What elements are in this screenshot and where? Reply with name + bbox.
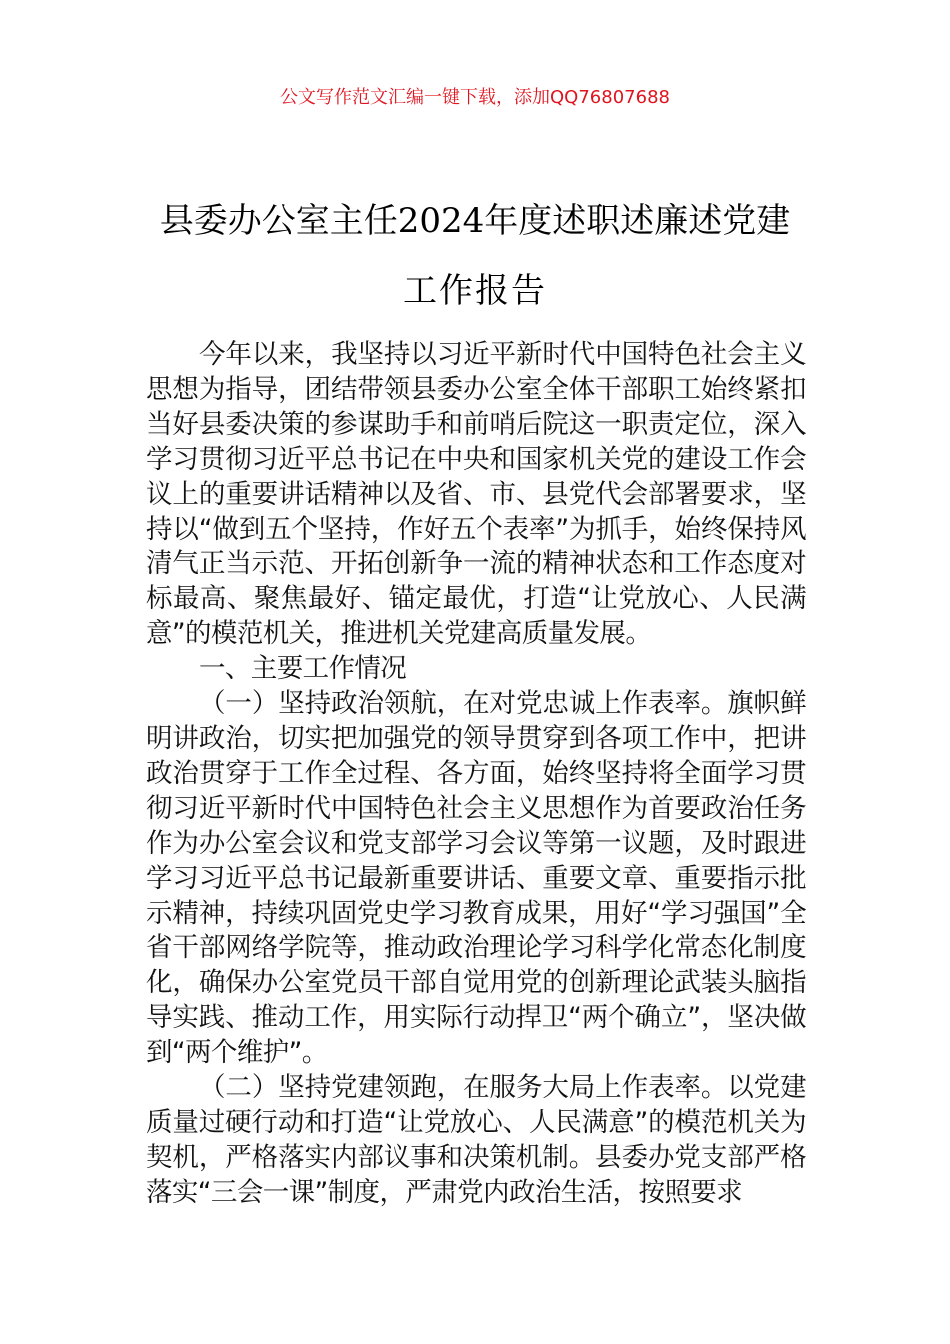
download-promo-banner: 公文写作范文汇编一键下载，添加QQ76807688 xyxy=(280,87,670,108)
document-title-line-2: 工作报告 xyxy=(403,270,547,311)
paragraph-political-leadership: （一）坚持政治领航，在对党忠诚上作表率。旗帜鲜明讲政治，切实把加强党的领导贯穿到各项工作中，把讲政治贯穿于工作全过程、各方面，始终坚持将全面学习贯彻习近平新时代中国特色社会主义思想作为首要政治任务作为办公室会议和党支部学习会议等第一议题，及时跟进学习习近平总书记最新重要讲话、重要文章、重要指示批示精神，持续巩固党史学习教育成果，用好“学习强国”全省干部网络学院等，推动政治理论学习科学化常态化制度化，确保办公室党员干部自觉用党的创新理论武装头脑指导实践、推动工作，用实际行动捍卫“两个确立”，坚决做到“两个维护”。 xyxy=(146,688,806,1069)
document-title-line-1: 县委办公室主任2024年度述职述廉述党建 xyxy=(159,200,791,241)
paragraph-party-building: （二）坚持党建领跑，在服务大局上作表率。以党建质量过硬行动和打造“让党放心、人民满意”的模范机关为契机，严格落实内部议事和决策机制。县委办党支部严格落实“三会一课”制度，严肃党内政治生活，按照要求 xyxy=(146,1072,806,1208)
section-heading-main-work: 一、主要工作情况 xyxy=(199,653,407,685)
intro-paragraph: 今年以来，我坚持以习近平新时代中国特色社会主义思想为指导，团结带领县委办公室全体干部职工始终紧扣当好县委决策的参谋助手和前哨后院这一职责定位，深入学习贯彻习近平总书记在中央和国家机关党的建设工作会议上的重要讲话精神以及省、市、县党代会部署要求，坚持以“做到五个坚持，作好五个表率”为抓手，始终保持风清气正当示范、开拓创新争一流的精神状态和工作态度对标最高、聚焦最好、锚定最优，打造“让党放心、人民满意”的模范机关，推进机关党建高质量发展。 xyxy=(146,339,806,650)
document-body xyxy=(146,338,806,1211)
